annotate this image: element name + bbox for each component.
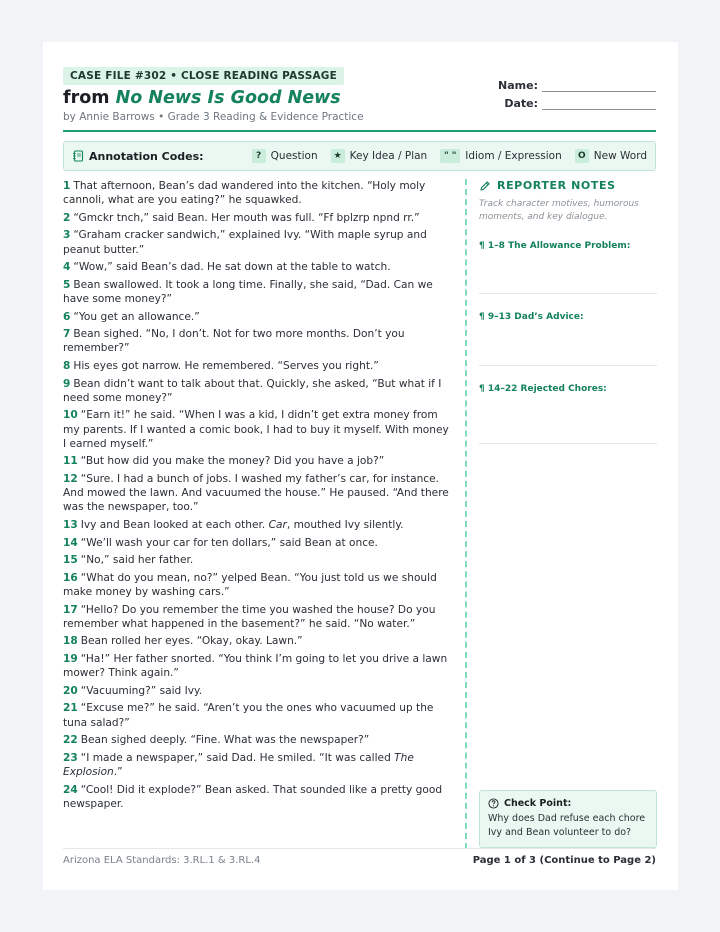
passage-paragraph: [63, 359, 453, 373]
title-prefix: from: [63, 88, 116, 108]
passage-paragraph: [63, 751, 453, 779]
paragraph-text: Bean rolled her eyes. “Okay, okay. Lawn.”: [80, 635, 303, 648]
note-section-label: ¶ 1–8 The Allowance Problem:: [479, 241, 631, 251]
paragraph-number: 20: [63, 684, 78, 697]
passage-paragraph: [63, 211, 453, 225]
circle-o-icon: O: [575, 149, 589, 163]
standards-text: Arizona ELA Standards: 3.RL.1 & 3.RL.4: [63, 855, 261, 866]
paragraph-text: Bean didn’t want to talk about that. Quickly, she asked, “But what if I need some money?”: [63, 377, 442, 404]
passage-paragraph: [63, 553, 453, 567]
note-writing-line[interactable]: [479, 293, 657, 294]
paragraph-text: His eyes got narrow. He remembered. “Serves you right.”: [73, 359, 379, 372]
passage-paragraph: [63, 454, 453, 468]
book-title: No News Is Good News: [115, 88, 341, 108]
paragraph-number: 17: [63, 603, 78, 616]
pencil-icon: [479, 180, 491, 192]
annotation-codes-bar: [63, 141, 656, 171]
note-writing-line[interactable]: [479, 443, 657, 444]
worksheet-page: [43, 42, 678, 890]
paragraph-number: 19: [63, 652, 78, 665]
question-circle-icon: [488, 798, 499, 809]
annotation-heading-label: Annotation Codes:: [89, 149, 204, 163]
paragraph-text: “Vacuuming?” said Ivy.: [80, 684, 203, 697]
passage-paragraph: [63, 603, 453, 631]
note-section-label: ¶ 9–13 Dad’s Advice:: [479, 312, 584, 322]
paragraph-number: 1: [63, 180, 71, 192]
header-divider: [63, 130, 656, 132]
paragraph-italic-text: Car: [268, 518, 287, 531]
page-indicator: Page 1 of 3 (Continue to Page 2): [472, 855, 656, 866]
paragraph-text: “Graham cracker sandwich,” explained Ivy. “With maple syrup and peanut butter.”: [63, 229, 427, 256]
paragraph-number: 12: [63, 472, 78, 485]
paragraph-number: 22: [63, 734, 78, 747]
paragraph-text: “No,” said her father.: [80, 554, 194, 567]
paragraph-italic-text: The Explosion: [63, 751, 414, 778]
check-point-heading: [488, 798, 648, 809]
paragraph-number: 23: [63, 751, 78, 764]
quotes-icon: " ": [440, 149, 460, 163]
date-field[interactable]: [504, 97, 656, 110]
column-divider: [465, 179, 467, 849]
passage-paragraph: [63, 260, 453, 274]
paragraph-number: 5: [63, 278, 71, 291]
paragraph-number: 18: [63, 635, 78, 648]
paragraph-text: “Hello? Do you remember the time you washed the house? Do you remember what happened in the basement?” he said. “No water.”: [63, 603, 436, 630]
paragraph-number: 2: [63, 211, 71, 224]
paragraph-text: “Excuse me?” he said. “Aren’t you the ones who vacuumed up the tuna salad?”: [63, 702, 434, 729]
case-file-badge: CASE FILE #302 • CLOSE READING PASSAGE: [63, 67, 344, 85]
passage-paragraph: [63, 701, 453, 729]
passage-paragraph: [63, 783, 453, 811]
passage-paragraph: [63, 684, 453, 698]
name-field[interactable]: [498, 79, 656, 92]
notes-heading: [479, 179, 657, 192]
paragraph-text: “Sure. I had a bunch of jobs. I washed my father’s car, for instance. And mowed the lawn. And vacuumed the house.” He paused. “And there was the newspaper, too.”: [63, 472, 449, 514]
name-line[interactable]: [542, 82, 656, 92]
paragraph-number: 14: [63, 536, 78, 549]
paragraph-text: “Earn it!” he said. “When I was a kid, I didn’t get extra money from my parents. If I wanted a comic book, I had to buy it myself. With money I earned myself.”: [63, 409, 449, 450]
passage-paragraph: [63, 652, 453, 680]
code-new-word-label: New Word: [593, 150, 647, 162]
code-idiom: [440, 149, 562, 163]
date-label: Date:: [504, 97, 538, 110]
annotation-code-list: [252, 149, 647, 163]
footer-divider: [63, 848, 656, 849]
passage-paragraph: [63, 377, 453, 405]
passage-paragraph: [63, 571, 453, 599]
page-subtitle: by Annie Barrows • Grade 3 Reading & Evidence Practice: [63, 111, 364, 123]
paragraph-number: 7: [63, 328, 71, 341]
paragraph-number: 15: [63, 554, 78, 567]
paragraph-text: Ivy and Bean looked at each other.: [80, 518, 269, 531]
paragraph-text: “Cool! Did it explode?” Bean asked. That sounded like a pretty good newspaper.: [63, 783, 443, 810]
paragraph-number: 6: [63, 310, 71, 323]
annotation-heading: [72, 150, 204, 163]
code-question: [252, 149, 318, 163]
check-point-title: Check Point:: [504, 798, 572, 809]
paragraph-number: 4: [63, 261, 71, 274]
code-question-label: Question: [270, 150, 318, 162]
paragraph-text: Bean sighed deeply. “Fine. What was the newspaper?”: [80, 734, 370, 747]
paragraph-number: 3: [63, 229, 71, 242]
passage-paragraph: [63, 179, 453, 207]
note-writing-line[interactable]: [479, 365, 657, 366]
check-point-question: Why does Dad refuse each chore Ivy and Bean volunteer to do?: [488, 813, 646, 838]
page-title: [63, 88, 341, 108]
passage-paragraph: [63, 536, 453, 550]
passage-paragraph: [63, 310, 453, 324]
paragraph-number: 9: [63, 377, 71, 390]
paragraph-text: “Ha!” Her father snorted. “You think I’m going to let you drive a lawn mower? Think again.”: [63, 652, 448, 680]
passage-paragraph: [63, 327, 453, 355]
paragraph-number: 21: [63, 702, 78, 715]
paragraph-text: , mouthed Ivy silently.: [286, 518, 404, 531]
passage-paragraph: [63, 472, 453, 515]
question-icon: ?: [252, 149, 266, 163]
code-key-idea: [331, 149, 428, 163]
passage-paragraph: [63, 634, 453, 648]
code-new-word: [575, 149, 647, 163]
paragraph-text: Bean swallowed. It took a long time. Finally, she said, “Dad. Can we have some money?”: [63, 278, 433, 305]
star-icon: ★: [331, 149, 345, 163]
date-line[interactable]: [542, 100, 656, 110]
paragraph-text: “I made a newspaper,” said Dad. He smiled. “It was called: [80, 751, 395, 764]
paragraph-text: Bean sighed. “No, I don’t. Not for two more months. Don’t you remember?”: [63, 328, 405, 355]
name-label: Name:: [498, 79, 538, 92]
paragraph-number: 11: [63, 455, 78, 468]
notes-title: REPORTER NOTES: [497, 179, 616, 192]
paragraph-text: “What do you mean, no?” yelped Bean. “You just told us we should make money by washing cars.”: [63, 571, 437, 598]
paragraph-number: 8: [63, 359, 71, 372]
paragraph-text: “Gmckr tnch,” said Bean. Her mouth was full. “Ff bplzrp npnd rr.”: [73, 211, 420, 224]
paragraph-text: .”: [113, 765, 123, 778]
paragraph-number: 24: [63, 783, 78, 796]
passage-paragraph: [63, 228, 453, 256]
paragraph-text: “You get an allowance.”: [73, 310, 200, 323]
paragraph-number: 16: [63, 571, 78, 584]
notebook-icon: [72, 150, 84, 162]
paragraph-text: That afternoon, Bean’s dad wandered into the kitchen. “Holy moly cannoli, what are you eating?” he squawked.: [63, 180, 426, 207]
paragraph-number: 10: [63, 409, 78, 422]
paragraph-text: “Wow,” said Bean’s dad. He sat down at the table to watch.: [73, 261, 391, 274]
passage-paragraph: [63, 278, 453, 306]
paragraph-text: “But how did you make the money? Did you have a job?”: [80, 455, 385, 468]
passage-paragraph: [63, 518, 453, 532]
paragraph-text: “We’ll wash your car for ten dollars,” said Bean at once.: [80, 536, 378, 549]
passage-paragraph: [63, 733, 453, 747]
code-key-idea-label: Key Idea / Plan: [349, 150, 428, 162]
notes-subtitle: Track character motives, humorous moments, and key dialogue.: [479, 199, 639, 222]
code-idiom-label: Idiom / Expression: [465, 150, 562, 162]
note-section-label: ¶ 14–22 Rejected Chores:: [479, 384, 607, 394]
passage-paragraph: [63, 408, 453, 451]
check-point-box: [479, 790, 657, 848]
reading-passage: [63, 179, 453, 814]
paragraph-number: 13: [63, 518, 78, 531]
reporter-notes: [479, 179, 657, 394]
